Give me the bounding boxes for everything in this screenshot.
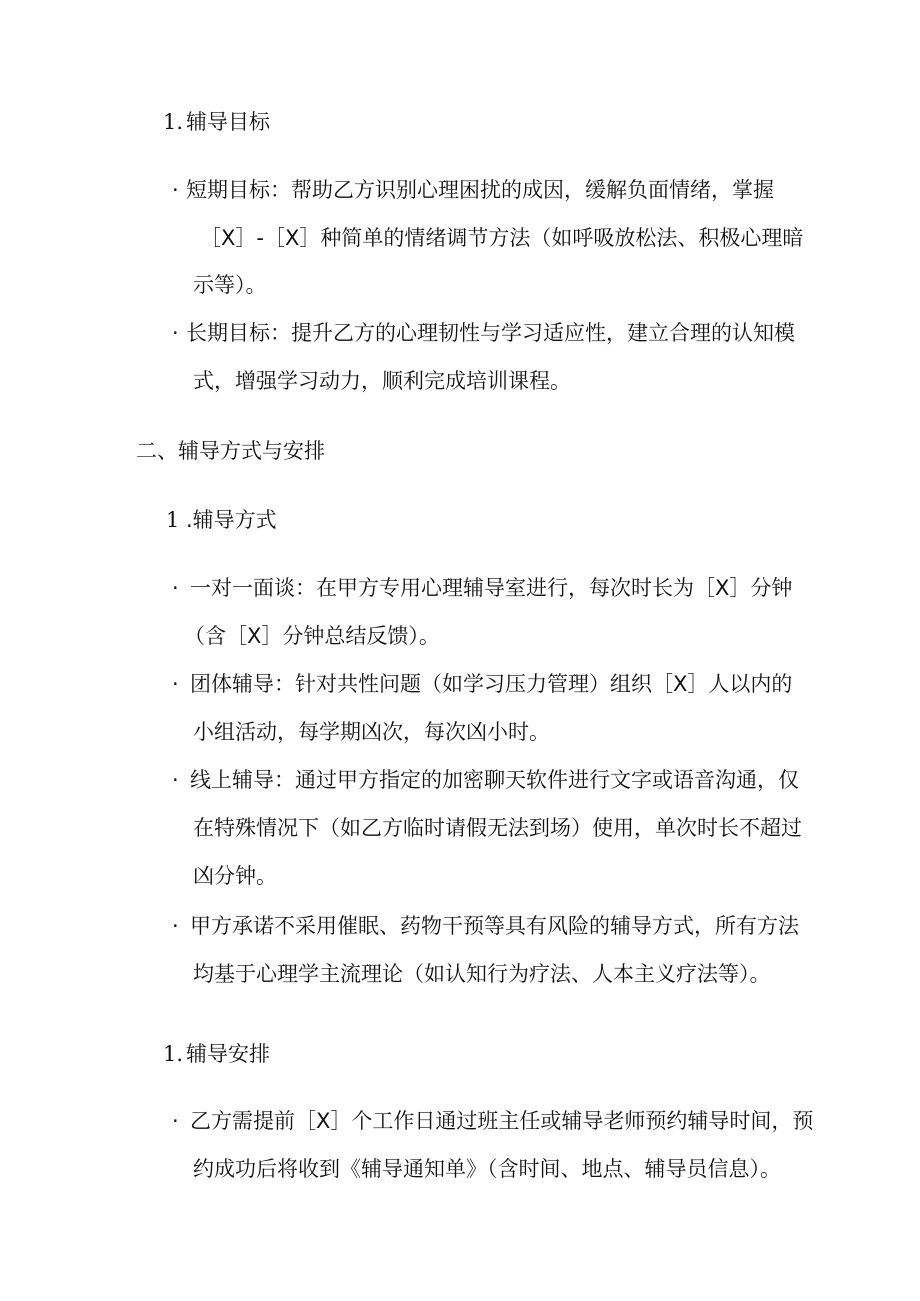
paragraph-line: 式，增强学习动力，顺利完成培训课程。 [193,369,571,393]
paragraph-line: 小组活动，每学期凶次，每次凶小时。 [193,720,550,744]
paragraph-line: 线上辅导：通过甲方指定的加密聊天软件进行文字或语音沟通，仅 [190,768,799,792]
paragraph-line: 甲方承诺不采用催眠、药物干预等具有风险的辅导方式，所有方法 [190,914,799,938]
bullet-dot: · [172,1109,179,1133]
paragraph-line: 约成功后将收到《辅导通知单》（含时间、地点、辅导员信息）。 [193,1157,781,1181]
paragraph-line: 短期目标：帮助乙方识别心理困扰的成因，缓解负面情绪，掌握 [186,178,774,202]
paragraph-line: 在特殊情况下（如乙方临时请假无法到场）使用，单次时长不超过 [193,816,802,840]
bullet-dot: · [172,576,179,600]
paragraph-line: （含［X］分钟总结反馈）。 [184,624,440,648]
paragraph-line: ［X］-［X］种简单的情绪调节方法（如呼吸放松法、积极心理暗 [200,226,804,250]
subheading-title: .辅导方式 [186,508,277,532]
paragraph-line: 团体辅导：针对共性问题（如学习压力管理）组织［X］人以内的 [190,672,793,696]
paragraph-line: 凶分钟。 [193,864,277,888]
section-heading: 二、辅导方式与安排 [136,439,325,463]
bullet-dot: · [172,672,179,696]
paragraph-line: 均基于心理学主流理论（如认知行为疗法、人本主义疗法等）。 [193,962,771,986]
subheading-title: 辅导安排 [186,1042,270,1066]
bullet-dot: · [172,768,179,792]
bullet-dot: · [172,914,179,938]
bullet-dot: · [172,321,179,345]
paragraph-line: 示等）。 [193,273,267,297]
subheading-number: 1. [163,110,184,134]
paragraph-line: 长期目标：提升乙方的心理韧性与学习适应性，建立合理的认知模 [186,321,795,345]
subheading-number: 1 [166,508,180,532]
paragraph-line: 一对一面谈：在甲方专用心理辅导室进行，每次时长为［X］分钟 [190,576,793,600]
bullet-dot: · [172,178,179,202]
paragraph-line: 乙方需提前［X］个工作日通过班主任或辅导老师预约辅导时间，预 [190,1109,814,1133]
subheading-number: 1. [163,1042,184,1066]
subheading-title: 辅导目标 [186,110,270,134]
